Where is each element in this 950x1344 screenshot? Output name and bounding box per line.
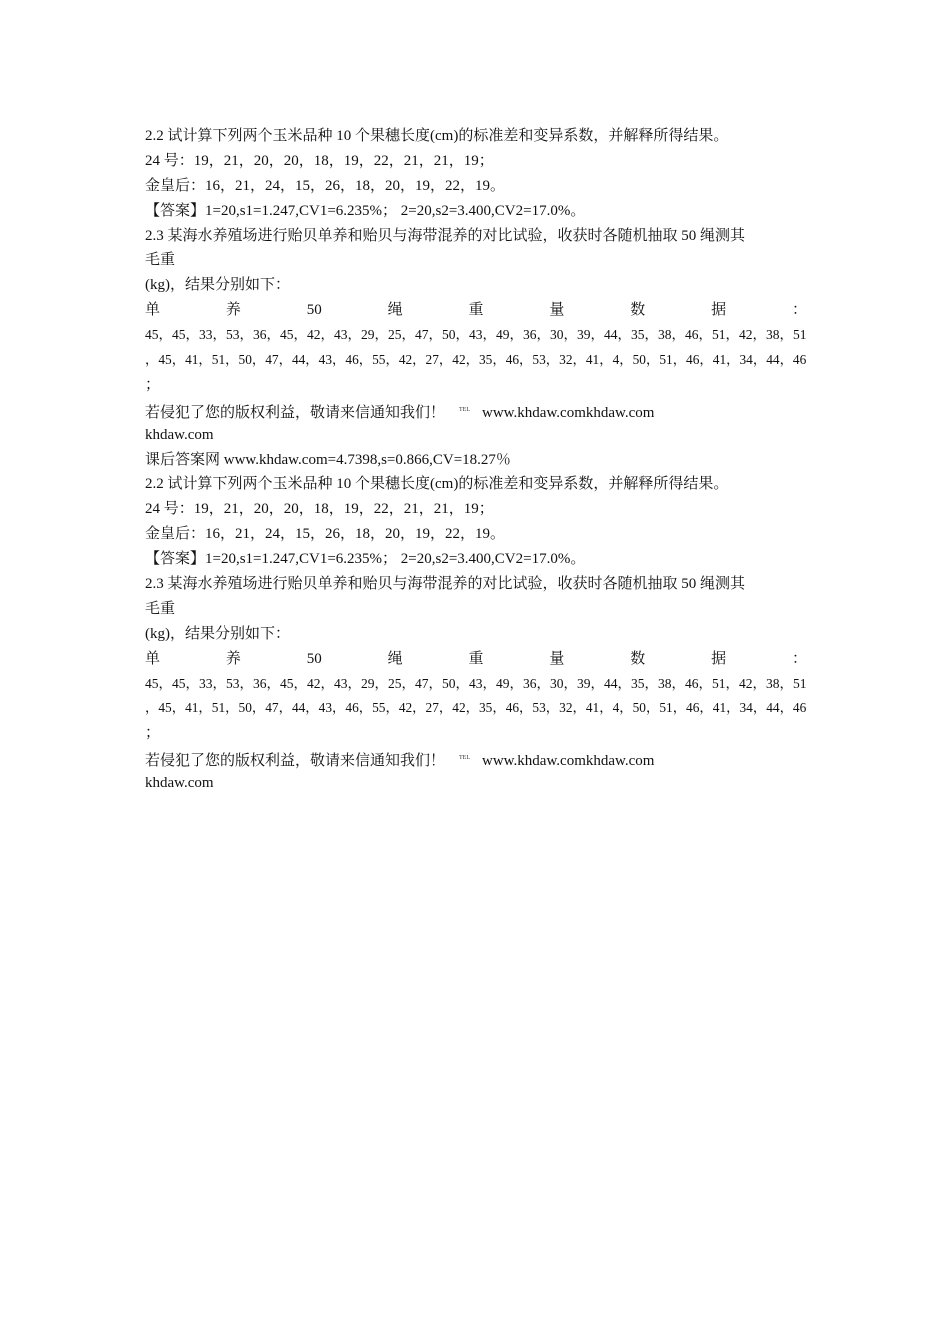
- heading-char: 绳: [387, 650, 403, 667]
- jinhuanghou-data: 金皇后：16，21，24，15，26，18，20，19，22，19。: [145, 526, 506, 543]
- heading-char: 50: [306, 650, 322, 667]
- question-2-3-cont: 毛重: [145, 252, 176, 269]
- heading-char: 据: [711, 650, 727, 667]
- monoculture-heading: [145, 298, 807, 323]
- notice-text: 若侵犯了您的版权利益，敬请来信通知我们！: [145, 753, 446, 770]
- question-2-3: 2.3 某海水养殖场进行贻贝单养和贻贝与海带混养的对比试验，收获时各随机抽取 50 绳测其: [145, 227, 746, 244]
- heading-char: 养: [225, 650, 241, 667]
- heading-char: 量: [549, 302, 565, 319]
- document-page: [145, 124, 807, 796]
- question-2-2: 2.2 试计算下列两个玉米品种 10 个果穗长度(cm)的标准差和变异系数，并解释所得结果。: [145, 128, 729, 144]
- heading-char: 50: [306, 302, 322, 319]
- heading-char: ：: [791, 650, 807, 667]
- content-block-1: [145, 124, 807, 448]
- question-2-3-cont: 毛重: [145, 600, 176, 617]
- question-2-3-unit: (kg)，结果分别如下：: [145, 277, 290, 294]
- variety-24-data: 24 号：19，21，20，20，18，19，22，21，21，19；: [145, 152, 494, 169]
- heading-char: 单: [145, 650, 161, 667]
- heading-char: 数: [630, 650, 646, 667]
- variety-24-data: 24 号：19，21，20，20，18，19，22，21，21，19；: [145, 501, 494, 518]
- heading-char: 单: [145, 302, 161, 319]
- weight-data-end: ；: [145, 725, 161, 742]
- question-2-3-unit: (kg)，结果分别如下：: [145, 625, 290, 642]
- heading-char: 数: [630, 302, 646, 319]
- copyright-notice: [145, 398, 807, 423]
- heading-char: 量: [549, 650, 565, 667]
- middle-answer-line: 课后答案网 www.khdaw.com=4.7398,s=0.866,CV=18.27％: [145, 451, 511, 468]
- heading-char: 重: [468, 302, 484, 319]
- weight-data-row-2: ，45，41，51，50，47，44，43，46，55，42，27，42，35，46，53，32，41，4，50，51，46，41，34，44，46: [145, 700, 807, 716]
- heading-char: 重: [468, 650, 484, 667]
- heading-char: 据: [711, 302, 727, 319]
- tel-mark: TEL: [459, 406, 471, 413]
- tel-mark: TEL: [459, 755, 471, 762]
- notice-text: 若侵犯了您的版权利益，敬请来信通知我们！: [145, 404, 446, 421]
- heading-char: 绳: [387, 302, 403, 319]
- copyright-notice: [145, 746, 807, 771]
- weight-data-row-1: 45，45，33，53，36，45，42，43，29，25，47，50，43，49，36，30，39，44，35，38，46，51，42，38，51: [145, 675, 807, 691]
- content-block-2: [145, 472, 807, 796]
- weight-data-row-1: 45，45，33，53，36，45，42，43，29，25，47，50，43，49，36，30，39，44，35，38，46，51，42，38，51: [145, 327, 807, 343]
- weight-data-end: ；: [145, 376, 161, 393]
- answer-line: 【答案】1=20,s1=1.247,CV1=6.235%； 2=20,s2=3.400,CV2=17.0%。: [145, 551, 586, 568]
- question-2-2: 2.2 试计算下列两个玉米品种 10 个果穗长度(cm)的标准差和变异系数，并解释所得结果。: [145, 476, 729, 493]
- site-link[interactable]: www.khdaw.comkhdaw.com: [482, 404, 655, 421]
- site-link[interactable]: www.khdaw.comkhdaw.com: [482, 753, 655, 770]
- answer-line: 【答案】1=20,s1=1.247,CV1=6.235%； 2=20,s2=3.400,CV2=17.0%。: [145, 202, 586, 219]
- site-name: khdaw.com: [145, 775, 214, 792]
- heading-char: 养: [225, 302, 241, 319]
- question-2-3: 2.3 某海水养殖场进行贻贝单养和贻贝与海带混养的对比试验，收获时各随机抽取 50 绳测其: [145, 576, 746, 593]
- weight-data-row-2: ，45，41，51，50，47，44，43，46，55，42，27，42，35，46，53，32，41，4，50，51，46，41，34，44，46: [145, 352, 807, 368]
- heading-char: ：: [791, 302, 807, 319]
- jinhuanghou-data: 金皇后：16，21，24，15，26，18，20，19，22，19。: [145, 177, 506, 194]
- monoculture-heading: [145, 647, 807, 672]
- site-name: khdaw.com: [145, 426, 214, 443]
